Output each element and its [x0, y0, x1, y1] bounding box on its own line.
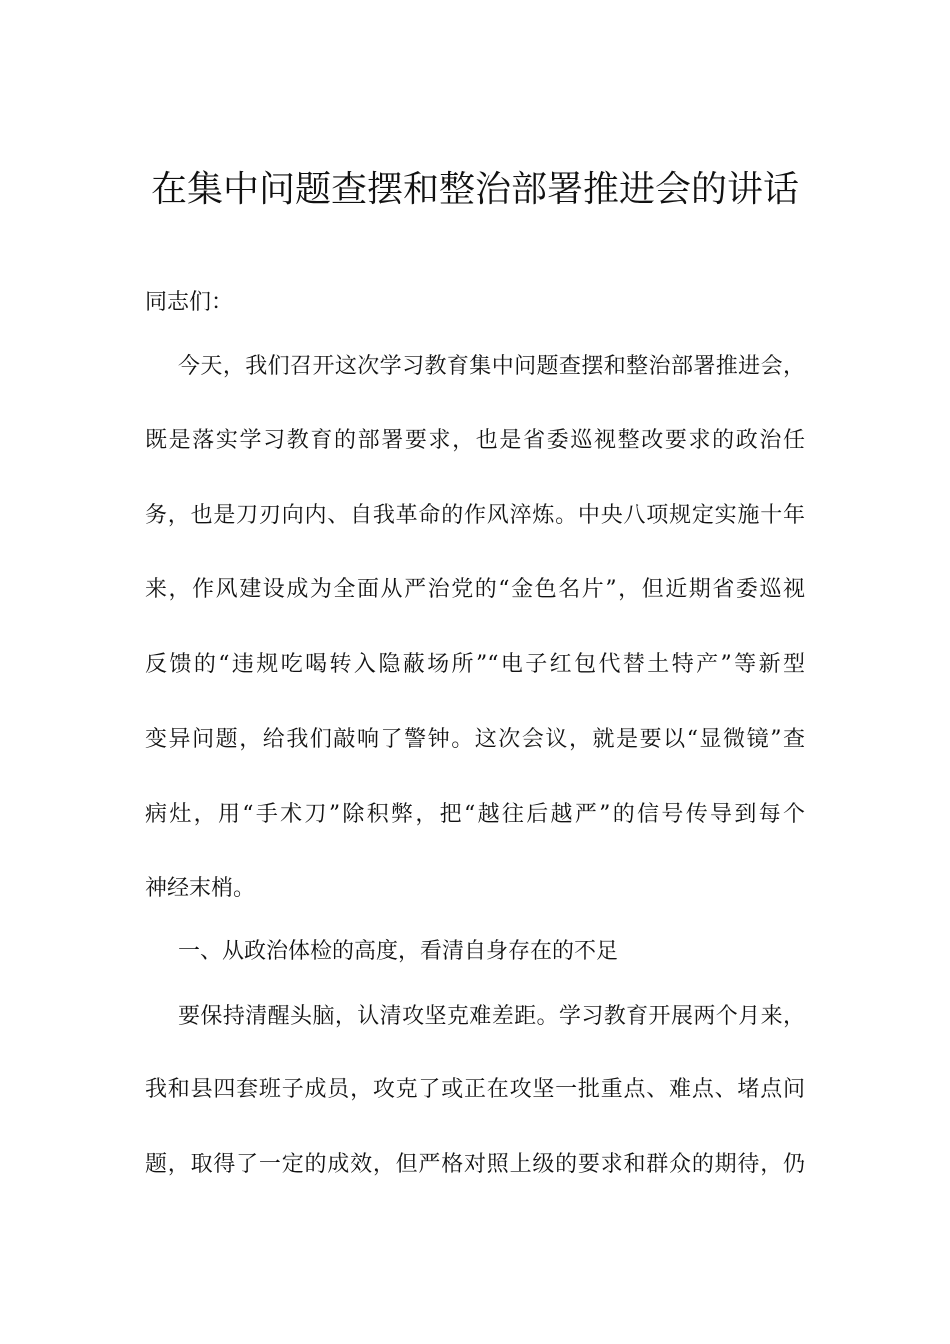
paragraph-line: 我和县四套班子成员，攻克了或正在攻坚一批重点、难点、堵点问: [145, 1077, 805, 1102]
paragraph-line: 要保持清醒头脑，认清攻坚克难差距。学习教育开展两个月来，: [178, 1004, 805, 1029]
paragraph-line: 来，作风建设成为全面从严治党的“金色名片”，但近期省委巡视: [145, 577, 805, 602]
greeting: 同志们：: [145, 290, 234, 315]
paragraph-line: 今天，我们召开这次学习教育集中问题查摆和整治部署推进会，: [178, 354, 805, 379]
paragraph-line: 反馈的“违规吃喝转入隐蔽场所”“电子红包代替土特产”等新型: [145, 652, 805, 677]
document-title: 在集中问题查摆和整治部署推进会的讲话: [150, 169, 799, 210]
paragraph-line: 务，也是刀刃向内、自我革命的作风淬炼。中央八项规定实施十年: [145, 503, 805, 528]
paragraph-line: 变异问题，给我们敲响了警钟。这次会议，就是要以“显微镜”查: [145, 727, 805, 752]
section-heading: 一、从政治体检的高度，看清自身存在的不足: [178, 939, 619, 964]
paragraph-line: 神经末梢。: [145, 876, 256, 901]
paragraph-line: 既是落实学习教育的部署要求，也是省委巡视整改要求的政治任: [145, 428, 805, 453]
paragraph-line: 病灶，用“手术刀”除积弊，把“越往后越严”的信号传导到每个: [145, 802, 805, 827]
paragraph-line: 题，取得了一定的成效，但严格对照上级的要求和群众的期待，仍: [145, 1152, 805, 1177]
